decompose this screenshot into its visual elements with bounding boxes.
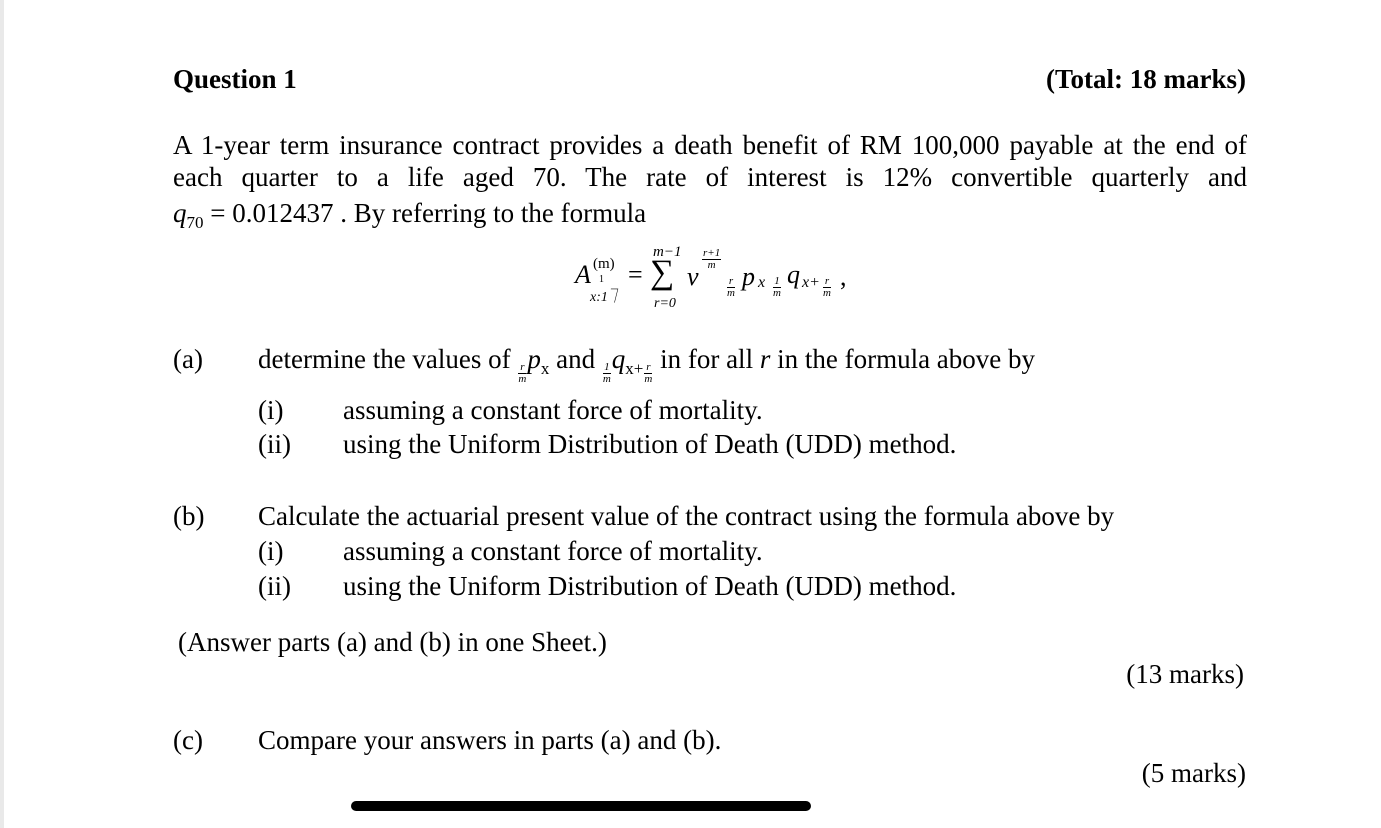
part-a-r: r: [759, 344, 771, 374]
p-pre-den: m: [727, 287, 735, 299]
part-a-q-sub: x+: [625, 359, 644, 378]
a-q-sub-num: r: [646, 361, 651, 373]
formula-q-subscript: x+: [802, 274, 820, 291]
q-sub-num: r: [824, 275, 830, 287]
part-a-label: (a): [173, 344, 203, 374]
part-a-text-end: in the formula above by: [777, 344, 1036, 374]
apv-formula: [568, 240, 868, 320]
formula-q-sub-frac: [822, 276, 832, 299]
p-pre-num: r: [728, 275, 734, 287]
v-exp-num: r+1: [703, 247, 721, 259]
intro-line-3: [173, 197, 646, 239]
intro-line-1: A 1-year term insurance contract provides a death benefit of RM 100,000 payable at the end of: [173, 130, 1247, 160]
home-indicator-bar[interactable]: [351, 801, 811, 811]
part-a-p-sub: x: [540, 359, 550, 378]
part-a-and: and: [556, 344, 596, 374]
part-a-p: p: [527, 344, 541, 374]
formula-p-subscript: x: [758, 274, 766, 291]
part-c-label: (c): [173, 725, 203, 755]
part-a-ii-label: (ii): [258, 429, 291, 459]
a-p-pre-num: r: [520, 361, 525, 373]
part-b-ii-label: (ii): [258, 571, 291, 601]
marks-ab: (13 marks): [1126, 659, 1244, 689]
question-title: Question 1: [173, 64, 297, 94]
formula-sum-upper: m−1: [653, 244, 682, 260]
v-exp-den: m: [707, 259, 716, 271]
a-p-pre-den: m: [518, 373, 527, 385]
formula-q-prefix: [772, 276, 782, 299]
formula-sum: ∑: [650, 254, 675, 291]
a-q-sub-den: m: [644, 373, 653, 385]
total-marks: (Total: 18 marks): [1046, 64, 1246, 94]
part-a-p-prefix: [518, 362, 526, 385]
marks-c: (5 marks): [1141, 758, 1246, 788]
part-b-i-text: assuming a constant force of mortality.: [343, 536, 763, 566]
q-pre-num: 1: [774, 275, 780, 287]
part-b-label: (b): [173, 501, 205, 531]
a-q-pre-num: 1: [604, 361, 610, 373]
part-c-text: Compare your answers in parts (a) and (b).: [258, 725, 722, 755]
formula-A-superscript: (m): [593, 256, 615, 272]
left-edge-shadow: [0, 0, 4, 828]
formula-comma: ,: [840, 262, 847, 291]
q-pre-den: m: [773, 287, 781, 299]
part-a-question: [258, 343, 1035, 385]
formula-q: q: [787, 260, 800, 289]
part-a-text-before: determine the values of: [258, 344, 511, 374]
formula-v: v: [687, 262, 699, 291]
formula-equals: =: [628, 260, 643, 289]
q70-value-text: = 0.012437 . By referring to the formula: [203, 198, 647, 228]
part-a-q-sub-frac: [644, 362, 652, 385]
part-a-q: q: [611, 344, 626, 374]
q70-subscript: 70: [186, 213, 204, 232]
formula-sum-lower: r=0: [654, 296, 676, 311]
q-sub-den: m: [823, 287, 831, 299]
answer-note: (Answer parts (a) and (b) in one Sheet.): [178, 627, 607, 657]
part-b-text: Calculate the actuarial present value of the contract using the formula above by: [258, 501, 1115, 531]
part-a-text-after: in for all: [660, 344, 754, 374]
formula-A-subscript: x:1⏋: [590, 290, 622, 305]
part-a-i-text: assuming a constant force of mortality.: [343, 395, 763, 425]
part-b-ii-text: using the Uniform Distribution of Death (UDD) method.: [343, 571, 957, 601]
part-b-i-label: (i): [258, 536, 284, 566]
part-a-ii-text: using the Uniform Distribution of Death (UDD) method.: [343, 429, 957, 459]
formula-A-one: 1: [599, 274, 604, 285]
part-a-i-label: (i): [258, 395, 284, 425]
formula-A: A: [575, 260, 591, 289]
formula-p-prefix: [726, 276, 736, 299]
formula-p: p: [742, 262, 755, 291]
q70-symbol: q: [173, 198, 187, 228]
part-a-q-prefix: [603, 362, 611, 385]
a-q-pre-den: m: [602, 373, 611, 385]
formula-v-exponent: [701, 248, 722, 271]
intro-line-2: each quarter to a life aged 70. The rate of interest is 12% convertible quarterly and: [173, 162, 1247, 192]
